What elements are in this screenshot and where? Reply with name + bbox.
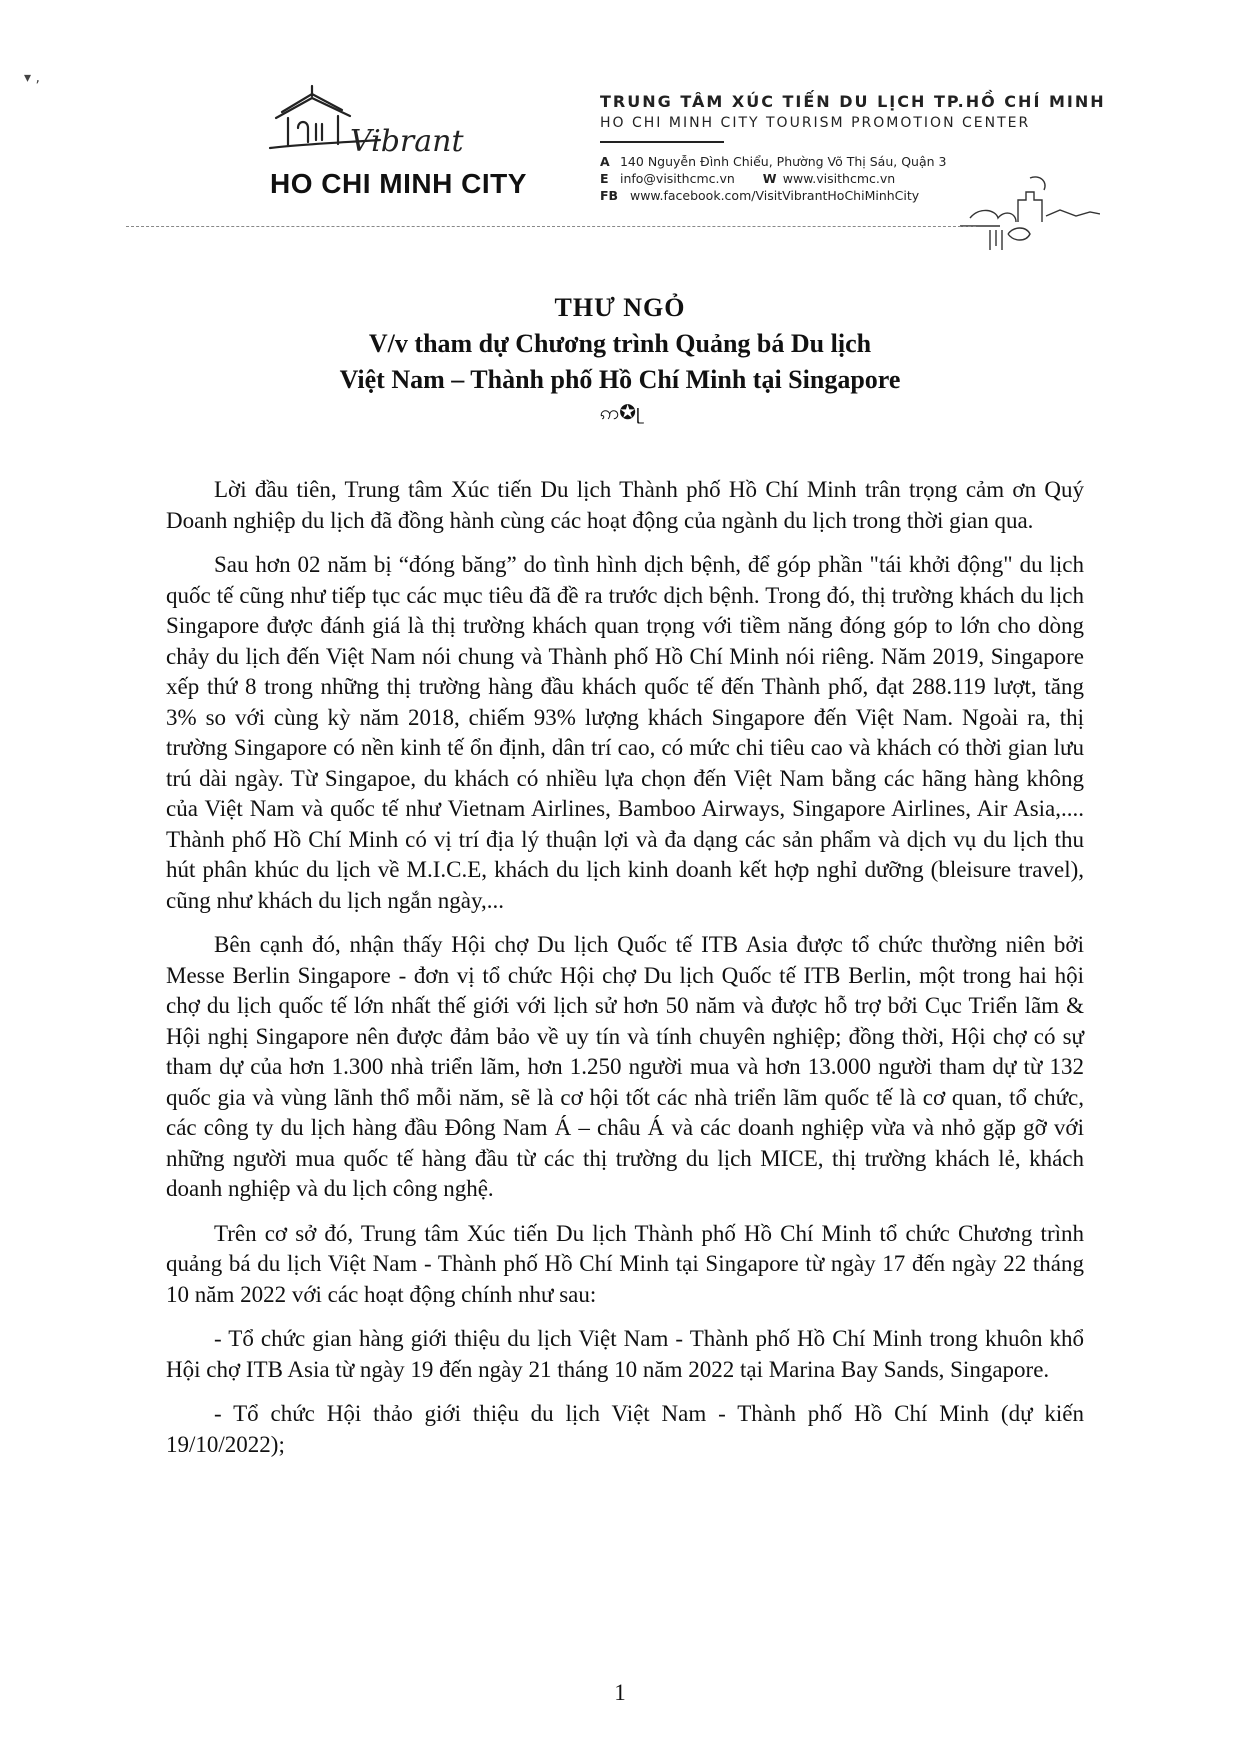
org-divider xyxy=(600,141,724,143)
ornament-icon: ဢ✪ᥨ xyxy=(599,402,641,424)
web-key: W xyxy=(762,171,777,186)
page-number: 1 xyxy=(614,1680,626,1705)
letter-body xyxy=(166,475,1084,1474)
letter-title xyxy=(0,290,1240,426)
paragraph: - Tổ chức Hội thảo giới thiệu du lịch Việt Nam - Thành phố Hồ Chí Minh (dự kiến 19/10/2022); xyxy=(166,1401,1084,1457)
paragraph: Bên cạnh đó, nhận thấy Hội chợ Du lịch Quốc tế ITB Asia được tổ chức thường niên bởi Messe Berlin Singapore - đơn vị tổ chức Hội chợ Du lịch Quốc tế ITB Berlin, một trong hai hội chợ du lịch quốc tế lớn nhất thế giới với lịch sử hơn 50 năm và được hỗ trợ bởi Cục Triển lãm & Hội nghị Singapore nên được đảm bảo về uy tín và tính chuyên nghiệp; đồng thời, Hội chợ có sự tham dự của hơn 1.300 nhà triển lãm, hơn 1.250 người mua và hơn 13.000 người tham dự từ 132 quốc gia và vùng lãnh thổ mỗi năm, sẽ là cơ hội tốt các nhà triển lãm quốc tế là cơ quan, tổ chức, các công ty du lịch hàng đầu Đông Nam Á – châu Á và các doanh nghiệp vừa và nhỏ gặp gỡ với những người mua quốc tế hàng đầu từ các thị trường du lịch MICE, thị trường khách lẻ, khách doanh nghiệp và du lịch công nghệ. xyxy=(166,932,1084,1201)
city-skyline-icon xyxy=(960,170,1100,260)
logo-text: HO CHI MINH CITY xyxy=(270,168,527,199)
city-logo xyxy=(262,84,527,202)
address-key: A xyxy=(600,154,610,169)
org-name: TRUNG TÂM XÚC TIẾN DU LỊCH TP.HỒ CHÍ MINH xyxy=(600,92,1106,111)
paragraph: Lời đầu tiên, Trung tâm Xúc tiến Du lịch Thành phố Hồ Chí Minh trân trọng cảm ơn Quý Doanh nghiệp du lịch đã đồng hành cùng các hoạt động của ngành du lịch trong thời gian qua. xyxy=(166,477,1084,533)
paragraph: Sau hơn 02 năm bị “đóng băng” do tình hình dịch bệnh, để góp phần "tái khởi động" du lịch quốc tế cũng như tiếp tục các mục tiêu đã đề ra trước dịch bệnh. Trong đó, thị trường khách du lịch Singapore được đánh giá là thị trường khách quan trọng với tiềm năng đóng góp to lớn cho dòng chảy du lịch đến Việt Nam nói chung và Thành phố Hồ Chí Minh nói riêng. Năm 2019, Singapore xếp thứ 8 trong những thị trường hàng đầu khách quốc tế đến Thành phố, đạt 288.119 lượt, tăng 3% so với cùng kỳ năm 2018, chiếm 93% lượng khách Singapore đến Việt Nam. Ngoài ra, thị trường Singapore có nền kinh tế ổn định, dân trí cao, có mức chi tiêu cao và khách có thời gian lưu trú dài ngày. Từ Singapoe, du khách có nhiều lựa chọn đến Việt Nam bằng các hãng hàng không của Việt Nam và quốc tế như Vietnam Airlines, Bamboo Airways, Singapore Airlines, Air Asia,.... Thành phố Hồ Chí Minh có vị trí địa lý thuận lợi và đa dạng các sản phẩm và dịch vụ du lịch thu hút phân khúc du lịch về M.I.C.E, khách du lịch kinh doanh kết hợp nghỉ dưỡng (bleisure travel), cũng như khách du lịch ngắn ngày,... xyxy=(166,552,1084,913)
scan-marks: ▾ , xyxy=(24,70,40,86)
address-value: 140 Nguyễn Đình Chiểu, Phường Võ Thị Sáu, Quận 3 xyxy=(619,154,947,169)
header-divider xyxy=(126,226,976,227)
org-name-en: HO CHI MINH CITY TOURISM PROMOTION CENTER xyxy=(600,115,1031,131)
paragraph: - Tổ chức gian hàng giới thiệu du lịch Việt Nam - Thành phố Hồ Chí Minh trong khuôn khổ Hội chợ ITB Asia từ ngày 19 đến ngày 21 tháng 10 năm 2022 tại Marina Bay Sands, Singapore. xyxy=(166,1326,1084,1382)
title-line-1: V/v tham dự Chương trình Quảng bá Du lịch xyxy=(368,329,872,358)
title-line-2: Việt Nam – Thành phố Hồ Chí Minh tại Singapore xyxy=(339,365,901,394)
logo-script-text: Vibrant xyxy=(350,124,464,159)
web-value: www.visithcmc.vn xyxy=(782,171,896,186)
fb-key: FB xyxy=(600,188,619,203)
address-line xyxy=(600,153,1106,170)
email-value: info@visithcmc.vn xyxy=(619,171,735,186)
paragraph: Trên cơ sở đó, Trung tâm Xúc tiến Du lịch Thành phố Hồ Chí Minh tổ chức Chương trình quảng bá du lịch Việt Nam - Thành phố Hồ Chí Minh tại Singapore từ ngày 17 đến ngày 22 tháng 10 năm 2022 với các hoạt động chính như sau: xyxy=(166,1220,1084,1307)
title-main: THƯ NGỎ xyxy=(554,293,686,322)
email-key: E xyxy=(600,171,609,186)
fb-value: www.facebook.com/VisitVibrantHoChiMinhCity xyxy=(629,188,920,203)
